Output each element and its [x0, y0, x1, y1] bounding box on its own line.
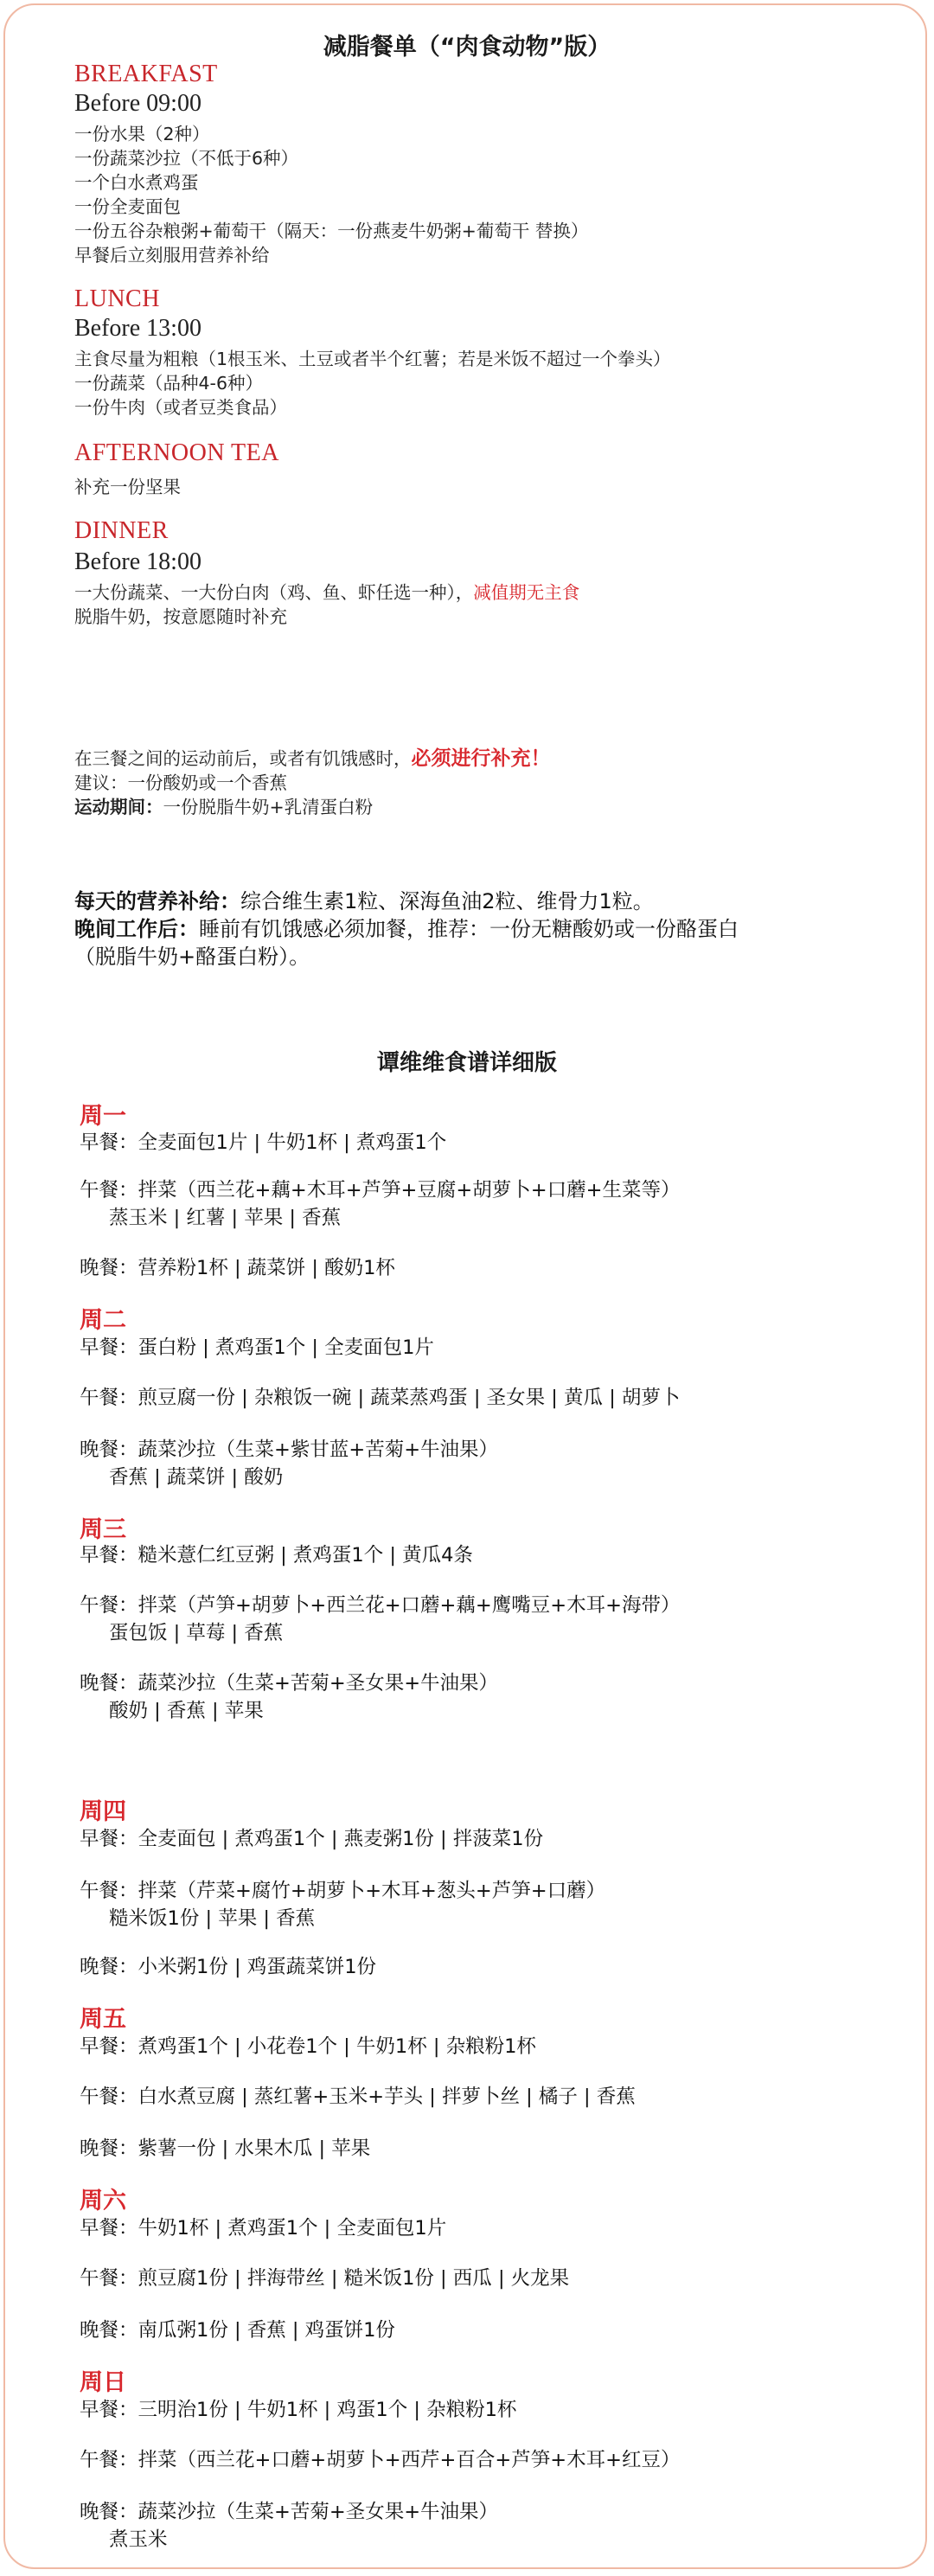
afternoon-tea-heading: AFTERNOON TEA: [74, 439, 279, 466]
breakfast-item: 一份五谷杂粮粥+葡萄干（隔天：一份燕麦牛奶粥+葡萄干 替换）: [74, 221, 589, 241]
thu-lunch: 午餐：拌菜（芹菜+腐竹+胡萝卜+木耳+葱头+芦笋+口蘑）: [80, 1880, 606, 1902]
snack-note-line: [74, 742, 551, 771]
tue-dinner-more: 香蕉 | 蔬菜饼 | 酸奶: [109, 1466, 284, 1489]
snack-note-highlight: 必须进行补充！: [411, 747, 551, 770]
tue-breakfast: 早餐：蛋白粉 | 煮鸡蛋1个 | 全麦面包1片: [80, 1336, 434, 1359]
breakfast-item: 一份水果（2种）: [74, 124, 210, 144]
breakfast-item: 早餐后立刻服用营养补给: [74, 245, 270, 266]
afternoon-tea-item: 补充一份坚果: [74, 477, 181, 497]
wed-breakfast: 早餐：糙米薏仁红豆粥 | 煮鸡蛋1个 | 黄瓜4条: [80, 1544, 473, 1567]
day-label-mon: 周一: [80, 1103, 126, 1130]
fri-breakfast: 早餐：煮鸡蛋1个 | 小花卷1个 | 牛奶1杯 | 杂粮粉1杯: [80, 2035, 536, 2058]
mon-breakfast: 早餐：全麦面包1片 | 牛奶1杯 | 煮鸡蛋1个: [80, 1131, 447, 1154]
tue-dinner: 晚餐：蔬菜沙拉（生菜+紫甘蓝+苦菊+牛油果）: [80, 1439, 499, 1461]
wed-lunch-more: 蛋包饭 | 草莓 | 香蕉: [109, 1622, 284, 1644]
day-label-sun: 周日: [80, 2369, 126, 2396]
day-label-wed: 周三: [80, 1516, 126, 1543]
fri-dinner: 晚餐：紫薯一份 | 水果木瓜 | 苹果: [80, 2137, 371, 2160]
thu-breakfast: 早餐：全麦面包 | 煮鸡蛋1个 | 燕麦粥1份 | 拌菠菜1份: [80, 1828, 544, 1850]
breakfast-time: Before 09:00: [74, 90, 202, 117]
dinner-line: 脱脂牛奶，按意愿随时补充: [74, 606, 287, 627]
dinner-heading: DINNER: [74, 517, 169, 544]
thu-lunch-more: 糙米饭1份 | 苹果 | 香蕉: [109, 1907, 316, 1930]
breakfast-heading: BREAKFAST: [74, 61, 218, 87]
tue-lunch: 午餐：煎豆腐一份 | 杂粮饭一碗 | 蔬菜蒸鸡蛋 | 圣女果 | 黄瓜 | 胡萝卜: [80, 1387, 681, 1409]
nutrition-line: [74, 912, 739, 942]
day-label-sat: 周六: [80, 2188, 126, 2214]
wed-lunch: 午餐：拌菜（芦笋+胡萝卜+西兰花+口蘑+藕+鹰嘴豆+木耳+海带）: [80, 1594, 681, 1617]
breakfast-item: 一个白水煮鸡蛋: [74, 172, 199, 193]
lunch-item: 一份牛肉（或者豆类食品）: [74, 397, 287, 418]
day-label-tue: 周二: [80, 1307, 126, 1334]
snack-note-label: 运动期间：: [74, 797, 163, 817]
nutrition-text: 综合维生素1粒、深海鱼油2粒、维骨力1粒。: [240, 889, 654, 913]
nutrition-label: 每天的营养补给：: [74, 889, 240, 913]
sun-dinner-more: 煮玉米: [109, 2528, 168, 2551]
page-title: 减脂餐单（“肉食动物”版）: [323, 34, 611, 61]
mon-lunch: 午餐：拌菜（西兰花+藕+木耳+芦笋+豆腐+胡萝卜+口蘑+生菜等）: [80, 1179, 681, 1201]
lunch-time: Before 13:00: [74, 315, 202, 342]
dinner-highlight: 减值期无主食: [473, 582, 580, 603]
nutrition-line: （脱脂牛奶+酪蛋白粉）。: [74, 945, 310, 969]
fri-lunch: 午餐：白水煮豆腐 | 蒸红薯+玉米+芋头 | 拌萝卜丝 | 橘子 | 香蕉: [80, 2086, 636, 2108]
mon-lunch-more: 蒸玉米 | 红薯 | 苹果 | 香蕉: [109, 1207, 342, 1229]
nutrition-label: 晚间工作后：: [74, 917, 199, 941]
dinner-line: [74, 578, 579, 604]
snack-note-text: 在三餐之间的运动前后，或者有饥饿感时，: [74, 748, 412, 769]
day-label-thu: 周四: [80, 1798, 126, 1825]
sat-breakfast: 早餐：牛奶1杯 | 煮鸡蛋1个 | 全麦面包1片: [80, 2217, 447, 2240]
nutrition-text: 睡前有饥饿感必须加餐，推荐：一份无糖酸奶或一份酪蛋白: [199, 917, 739, 941]
sat-dinner: 晚餐：南瓜粥1份 | 香蕉 | 鸡蛋饼1份: [80, 2319, 395, 2342]
nutrition-line: [74, 884, 654, 914]
lunch-heading: LUNCH: [74, 285, 160, 312]
snack-note-text: 一份脱脂牛奶+乳清蛋白粉: [163, 797, 374, 817]
lunch-item: 一份蔬菜（品种4-6种）: [74, 373, 263, 394]
breakfast-item: 一份蔬菜沙拉（不低于6种）: [74, 148, 299, 169]
lunch-item: 主食尽量为粗粮（1根玉米、土豆或者半个红薯；若是米饭不超过一个拳头）: [74, 349, 671, 369]
dinner-text: 一大份蔬菜、一大份白肉（鸡、鱼、虾任选一种），: [74, 582, 474, 603]
recipe-title: 谭维维食谱详细版: [376, 1050, 557, 1076]
thu-dinner: 晚餐：小米粥1份 | 鸡蛋蔬菜饼1份: [80, 1956, 377, 1978]
day-label-fri: 周五: [80, 2006, 126, 2033]
sun-breakfast: 早餐：三明治1份 | 牛奶1杯 | 鸡蛋1个 | 杂粮粉1杯: [80, 2399, 517, 2421]
sun-dinner: 晚餐：蔬菜沙拉（生菜+苦菊+圣女果+牛油果）: [80, 2501, 499, 2523]
sun-lunch: 午餐：拌菜（西兰花+口蘑+胡萝卜+西芹+百合+芦笋+木耳+红豆）: [80, 2449, 681, 2471]
dinner-time: Before 18:00: [74, 548, 202, 575]
wed-dinner-more: 酸奶 | 香蕉 | 苹果: [109, 1700, 264, 1722]
sat-lunch: 午餐：煎豆腐1份 | 拌海带丝 | 糙米饭1份 | 西瓜 | 火龙果: [80, 2267, 570, 2290]
snack-note-line: 建议：一份酸奶或一个香蕉: [74, 772, 287, 793]
mon-dinner: 晚餐：营养粉1杯 | 蔬菜饼 | 酸奶1杯: [80, 1257, 395, 1279]
snack-note-line: [74, 792, 373, 818]
wed-dinner: 晚餐：蔬菜沙拉（生菜+苦菊+圣女果+牛油果）: [80, 1672, 499, 1695]
breakfast-item: 一份全麦面包: [74, 196, 181, 217]
